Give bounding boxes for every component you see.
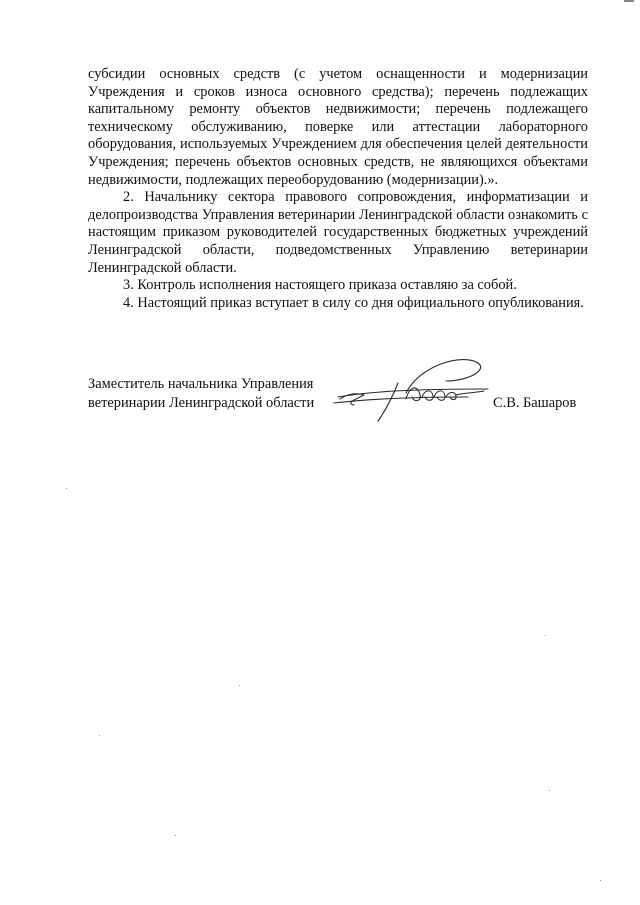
paragraph-item-2: 2. Начальнику сектора правового сопровождения, информатизации и делопроизводства Управления ветеринарии Ленинградской области ознакомить с настоящим приказом руководителей государственных бюджетных учреждений Ленинградской области, подведомственных Управлению ветеринарии Ленинградской области. — [88, 189, 588, 276]
scan-corner-mark — [624, 0, 634, 2]
paragraph-item-3: 3. Контроль исполнения настоящего приказа оставляю за собой. — [123, 277, 517, 294]
signer-position — [88, 375, 338, 413]
scan-speck — [600, 880, 601, 881]
scan-speck — [66, 488, 67, 489]
handwritten-signature-icon — [328, 355, 493, 425]
signer-position-line-2: ветеринарии Ленинградской области — [88, 395, 315, 411]
scan-speck — [549, 790, 550, 791]
scan-speck — [175, 835, 176, 836]
document-body — [88, 66, 588, 312]
paragraph-continuation: субсидии основных средств (с учетом оснащенности и модернизации Учреждения и сроков износа основного средства); перечень подлежащих капитальному ремонту объектов недвижимости; перечень подлежащего техническому обслуживанию, поверке или аттестации лабораторного оборудования, используемых Учреждением для обеспечения целей деятельности Учреждения; перечень объектов основных средств, не являющихся объектами недвижимости, подлежащих переоборудованию (модернизации).». — [88, 66, 588, 188]
scan-speck — [99, 735, 100, 736]
scan-speck — [545, 635, 546, 636]
paragraph-item-4: 4. Настоящий приказ вступает в силу со дня официального опубликования. — [123, 294, 584, 311]
signer-name: С.В. Башаров — [493, 395, 577, 411]
scan-speck — [239, 685, 240, 686]
signature-block — [88, 375, 588, 435]
signer-position-line-1: Заместитель начальника Управления — [88, 376, 314, 392]
